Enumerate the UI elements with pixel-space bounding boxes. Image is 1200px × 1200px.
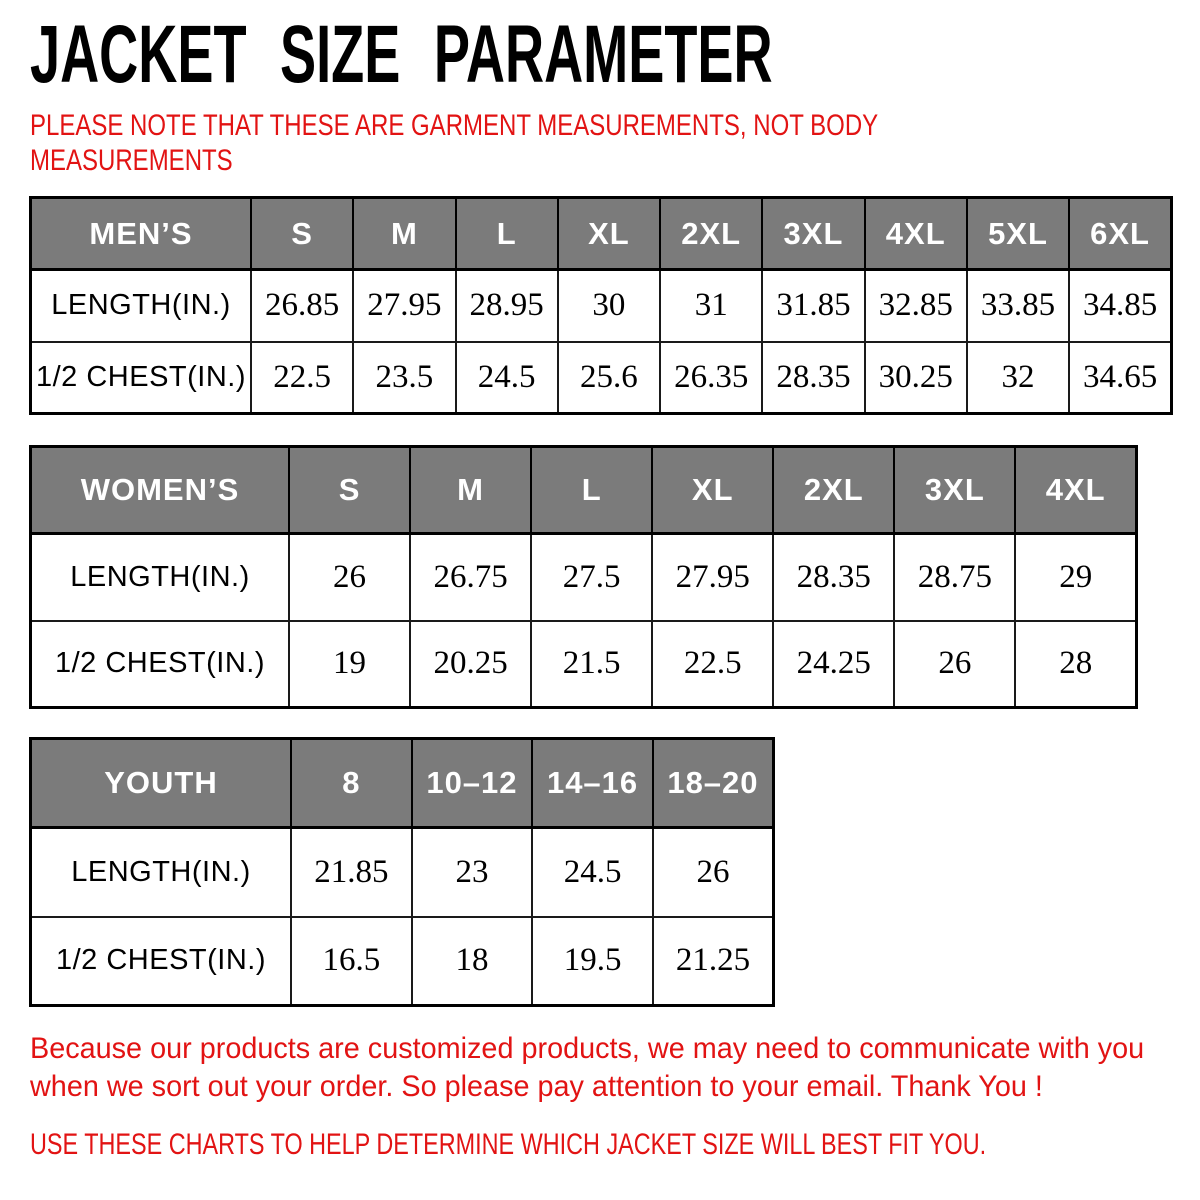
measurement-value-cell: 21.85 bbox=[291, 828, 412, 917]
size-header-cell: 4XL bbox=[1015, 447, 1136, 534]
size-header-cell: 2XL bbox=[660, 198, 762, 270]
row-label-cell: LENGTH(IN.) bbox=[31, 270, 252, 342]
measurement-row bbox=[31, 828, 774, 917]
page-title: JACKET SIZE PARAMETER bbox=[30, 9, 773, 100]
size-header-cell: 2XL bbox=[773, 447, 894, 534]
measurement-value-cell: 26.35 bbox=[660, 342, 762, 414]
measurement-value-cell: 27.5 bbox=[531, 534, 652, 621]
measurement-value-cell: 26 bbox=[653, 828, 774, 917]
youth-header-row bbox=[31, 739, 774, 828]
measurement-row bbox=[31, 917, 774, 1006]
size-header-cell: 3XL bbox=[762, 198, 864, 270]
row-label-cell: LENGTH(IN.) bbox=[31, 828, 292, 917]
measurement-value-cell: 21.5 bbox=[531, 621, 652, 708]
size-header-cell: 3XL bbox=[894, 447, 1015, 534]
measurement-value-cell: 30.25 bbox=[865, 342, 967, 414]
measurement-value-cell: 32.85 bbox=[865, 270, 967, 342]
customization-notice bbox=[30, 1030, 1144, 1106]
size-header-cell: S bbox=[289, 447, 410, 534]
row-label-cell: LENGTH(IN.) bbox=[31, 534, 290, 621]
measurement-value-cell: 21.25 bbox=[653, 917, 774, 1006]
measurement-value-cell: 26 bbox=[289, 534, 410, 621]
measurement-value-cell: 28.75 bbox=[894, 534, 1015, 621]
measurement-value-cell: 27.95 bbox=[353, 270, 455, 342]
size-header-cell: L bbox=[531, 447, 652, 534]
size-header-cell: 18–20 bbox=[653, 739, 774, 828]
youth-size-table bbox=[29, 737, 775, 1007]
womens-header-row bbox=[31, 447, 1137, 534]
measurement-value-cell: 19.5 bbox=[532, 917, 653, 1006]
measurement-value-cell: 22.5 bbox=[251, 342, 353, 414]
size-header-cell: XL bbox=[652, 447, 773, 534]
size-header-cell: 4XL bbox=[865, 198, 967, 270]
size-header-cell: M bbox=[353, 198, 455, 270]
row-label-cell: 1/2 CHEST(IN.) bbox=[31, 917, 292, 1006]
measurement-value-cell: 19 bbox=[289, 621, 410, 708]
size-header-cell: S bbox=[251, 198, 353, 270]
size-header-cell: M bbox=[410, 447, 531, 534]
customization-notice-line-2: when we sort out your order. So please pay attention to your email. Thank You ! bbox=[30, 1070, 1043, 1103]
measurement-value-cell: 28 bbox=[1015, 621, 1136, 708]
measurement-value-cell: 22.5 bbox=[652, 621, 773, 708]
measurement-value-cell: 24.5 bbox=[456, 342, 558, 414]
measurement-value-cell: 16.5 bbox=[291, 917, 412, 1006]
measurement-value-cell: 18 bbox=[412, 917, 533, 1006]
measurement-value-cell: 34.85 bbox=[1069, 270, 1171, 342]
mens-table-title-cell: MEN’S bbox=[31, 198, 252, 270]
size-header-cell: 10–12 bbox=[412, 739, 533, 828]
measurement-value-cell: 20.25 bbox=[410, 621, 531, 708]
measurement-value-cell: 26.85 bbox=[251, 270, 353, 342]
measurement-value-cell: 31 bbox=[660, 270, 762, 342]
note-line-1: PLEASE NOTE THAT THESE ARE GARMENT MEASUREMENTS, NOT BODY bbox=[30, 109, 879, 142]
measurement-value-cell: 34.65 bbox=[1069, 342, 1171, 414]
measurement-value-cell: 23 bbox=[412, 828, 533, 917]
garment-measurement-note bbox=[30, 108, 878, 178]
measurement-value-cell: 31.85 bbox=[762, 270, 864, 342]
measurement-row bbox=[31, 342, 1172, 414]
measurement-value-cell: 32 bbox=[967, 342, 1069, 414]
measurement-value-cell: 28.35 bbox=[773, 534, 894, 621]
youth-table-title-cell: YOUTH bbox=[31, 739, 292, 828]
measurement-row bbox=[31, 270, 1172, 342]
measurement-value-cell: 24.25 bbox=[773, 621, 894, 708]
womens-size-table bbox=[29, 445, 1138, 709]
measurement-value-cell: 28.95 bbox=[456, 270, 558, 342]
measurement-value-cell: 26 bbox=[894, 621, 1015, 708]
measurement-value-cell: 29 bbox=[1015, 534, 1136, 621]
note-line-2: MEASUREMENTS bbox=[30, 144, 233, 177]
mens-size-table bbox=[29, 196, 1173, 415]
measurement-row bbox=[31, 534, 1137, 621]
size-header-cell: 14–16 bbox=[532, 739, 653, 828]
row-label-cell: 1/2 CHEST(IN.) bbox=[31, 342, 252, 414]
measurement-value-cell: 30 bbox=[558, 270, 660, 342]
measurement-value-cell: 33.85 bbox=[967, 270, 1069, 342]
womens-table-title-cell: WOMEN’S bbox=[31, 447, 290, 534]
row-label-cell: 1/2 CHEST(IN.) bbox=[31, 621, 290, 708]
measurement-value-cell: 23.5 bbox=[353, 342, 455, 414]
mens-header-row bbox=[31, 198, 1172, 270]
customization-notice-line-1: Because our products are customized products, we may need to communicate with you bbox=[30, 1032, 1145, 1065]
size-header-cell: 6XL bbox=[1069, 198, 1171, 270]
chart-usage-note: USE THESE CHARTS TO HELP DETERMINE WHICH JACKET SIZE WILL BEST FIT YOU. bbox=[30, 1128, 987, 1161]
measurement-value-cell: 26.75 bbox=[410, 534, 531, 621]
measurement-value-cell: 28.35 bbox=[762, 342, 864, 414]
measurement-value-cell: 24.5 bbox=[532, 828, 653, 917]
size-header-cell: 5XL bbox=[967, 198, 1069, 270]
measurement-value-cell: 27.95 bbox=[652, 534, 773, 621]
size-header-cell: 8 bbox=[291, 739, 412, 828]
size-header-cell: XL bbox=[558, 198, 660, 270]
measurement-value-cell: 25.6 bbox=[558, 342, 660, 414]
measurement-row bbox=[31, 621, 1137, 708]
size-header-cell: L bbox=[456, 198, 558, 270]
